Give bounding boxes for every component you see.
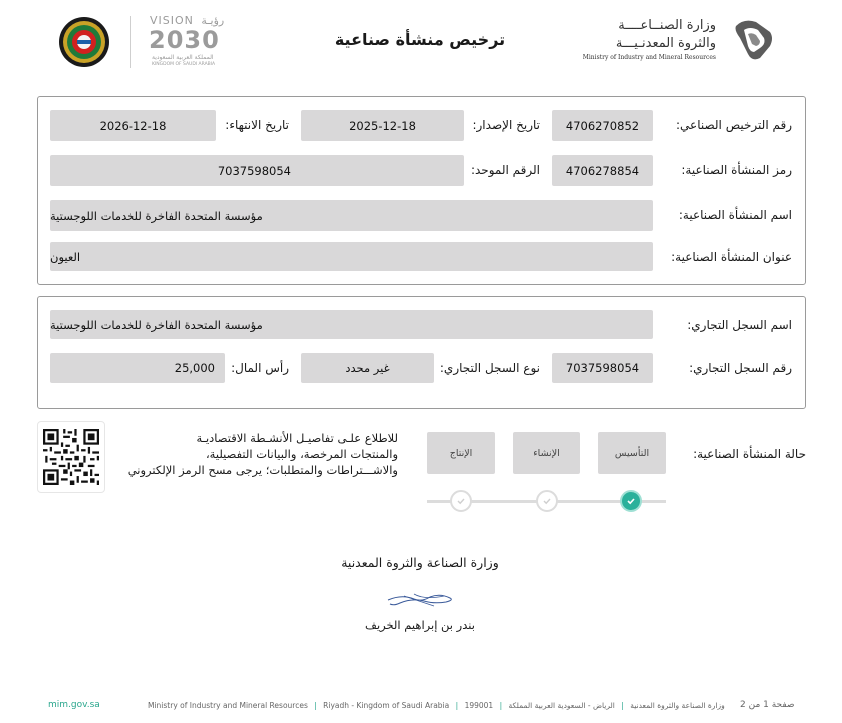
header-divider <box>130 16 131 68</box>
cr-name-value: مؤسسة المتحدة الفاخرة للخدمات اللوجستية <box>50 310 653 339</box>
footer-city-ar: الرياض - السعودية العربية المملكة <box>508 701 615 710</box>
facility-code-label: رمز المنشأة الصناعية: <box>681 163 792 177</box>
check-icon <box>626 496 636 506</box>
ministry-name-ar-line2: والثروة المعدنـيـــة <box>615 36 716 51</box>
status-step-2 <box>536 490 558 512</box>
footer-ministry-ar: وزارة الصناعة والثروة المعدنية <box>630 701 725 710</box>
qr-code-icon <box>43 429 99 485</box>
vision-year: 2030 <box>149 26 220 54</box>
gcc-emblem-icon <box>58 16 110 68</box>
check-icon <box>456 496 466 506</box>
footer-website[interactable]: mim.gov.sa <box>48 700 100 710</box>
status-step-1 <box>620 490 642 512</box>
cr-name-label: اسم السجل التجاري: <box>687 318 792 332</box>
page-title: ترخيص منشأة صناعية <box>334 30 506 49</box>
license-number-value: 4706270852 <box>552 110 653 141</box>
ministry-emblem-icon <box>730 16 776 62</box>
qr-code[interactable] <box>37 421 105 493</box>
ministry-name-ar-line1: وزارة الصنــاعــــة <box>618 18 716 33</box>
footer-contact <box>148 701 725 710</box>
footer-po-box: 199001 <box>464 701 494 710</box>
vision-2030-logo <box>146 14 236 70</box>
status-step-3 <box>450 490 472 512</box>
footer-ministry-en: Ministry of Industry and Mineral Resources <box>148 701 308 710</box>
capital-value: 25,000 <box>50 353 225 383</box>
expiry-date-value: 2026-12-18 <box>50 110 216 141</box>
facility-name-value: مؤسسة المتحدة الفاخرة للخدمات اللوجستية <box>50 200 653 231</box>
stage-construction: الإنشاء <box>513 432 580 474</box>
qr-instructions <box>118 430 398 478</box>
cr-type-value: غير محدد <box>301 353 434 383</box>
qr-instructions-line2: والمنتجات المرخصة، والبيانات التفصيلية، <box>205 447 398 461</box>
vision-label-ar: رؤيـة <box>201 14 225 27</box>
cr-number-label: رقم السجل التجاري: <box>689 361 792 375</box>
footer-separator: | <box>621 701 624 710</box>
facility-code-value: 4706278854 <box>552 155 653 186</box>
facility-address-value: العيون <box>50 242 653 271</box>
issuing-organization: وزارة الصناعة والثروة المعدنية <box>341 555 499 570</box>
license-number-label: رقم الترخيص الصناعي: <box>676 118 792 132</box>
qr-instructions-line3: والاشـــتراطات والمتطلبات؛ يرجى مسح الرمز الإلكتروني <box>127 463 398 477</box>
ministry-name-en: Ministry of Industry and Mineral Resources <box>582 54 716 61</box>
footer-separator: | <box>455 701 459 710</box>
issue-date-value: 2025-12-18 <box>301 110 464 141</box>
unified-number-label: الرقم الموحد: <box>470 163 540 177</box>
check-icon <box>542 496 552 506</box>
page-number: صفحة 1 من 2 <box>740 700 795 710</box>
unified-number-value: 7037598054 <box>50 155 464 186</box>
stage-production: الإنتاج <box>427 432 495 474</box>
vision-label-en: VISION <box>150 14 194 27</box>
signer-name: بندر بن إبراهيم الخريف <box>365 618 475 632</box>
facility-name-label: اسم المنشأة الصناعية: <box>678 208 792 222</box>
footer-city-en: Riyadh - Kingdom of Saudi Arabia <box>323 701 450 710</box>
footer-separator: | <box>499 701 503 710</box>
signature-image <box>384 588 458 614</box>
vision-kingdom-en: KINGDOM OF SAUDI ARABIA <box>152 62 216 67</box>
ministry-logo <box>582 14 776 64</box>
facility-status-label: حالة المنشأة الصناعية: <box>693 447 806 461</box>
issue-date-label: تاريخ الإصدار: <box>472 118 540 132</box>
vision-kingdom-ar: المملكة العربية السعودية <box>152 54 214 61</box>
expiry-date-label: تاريخ الانتهاء: <box>225 118 289 132</box>
stage-establishment: التأسيس <box>598 432 666 474</box>
capital-label: رأس المال: <box>231 361 289 375</box>
cr-type-label: نوع السجل التجاري: <box>439 361 540 375</box>
facility-address-label: عنوان المنشأة الصناعية: <box>671 250 792 264</box>
cr-number-value: 7037598054 <box>552 353 653 383</box>
footer-separator: | <box>314 701 317 710</box>
qr-instructions-line1: للاطلاع علـى تفاصيـل الأنشـطة الاقتصاديـة <box>196 431 398 445</box>
